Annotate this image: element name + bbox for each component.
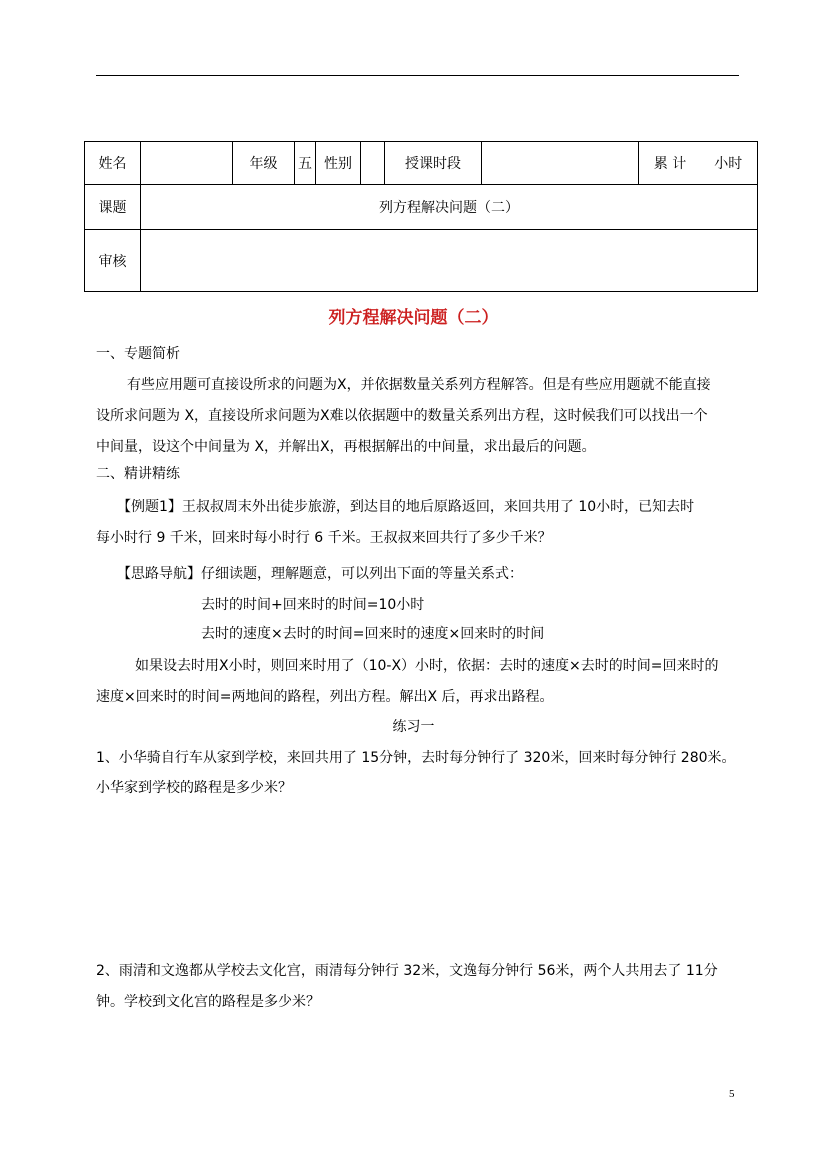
section-1-line-3: 中间量，设这个中间量为 X，并解出X，再根据解出的中间量，求出最后的问题。 — [96, 439, 596, 455]
question-1-line-1: 1、小华骑自行车从家到学校，来回共用了 15分钟，去时每分钟行了 320米，回来时每分钟行 280米。 — [96, 750, 736, 766]
lesson-info-table — [84, 141, 758, 292]
hours-label: 小时 — [714, 156, 743, 172]
example-1-line-1: 【例题1】王叔叔周末外出徒步旅游，到达目的地后原路返回，来回共用了 10小时，已知去时 — [117, 499, 695, 515]
equation-1: 去时的时间+回来时的时间=10小时 — [201, 597, 425, 613]
session-label: 授课时段 — [385, 142, 482, 185]
page-number: 5 — [729, 1088, 735, 1100]
question-1-line-2: 小华家到学校的路程是多少米？ — [96, 780, 292, 796]
document-title: 列方程解决问题（二） — [328, 308, 499, 328]
topic-value: 列方程解决问题（二） — [141, 185, 758, 230]
explanation-line-1: 如果设去时用X小时，则回来时用了（10-X）小时，依据：去时的速度×去时的时间=回来时的 — [135, 658, 719, 674]
table-row — [85, 142, 758, 185]
explanation-line-2: 速度×回来时的时间=两地间的路程，列出方程。解出X 后，再求出路程。 — [96, 689, 554, 705]
equation-2: 去时的速度×去时的时间=回来时的速度×回来时的时间 — [201, 626, 545, 642]
session-value — [482, 142, 639, 185]
example-1-line-2: 每小时行 9 千米，回来时每小时行 6 千米。王叔叔来回共行了多少千米？ — [96, 530, 552, 546]
section-1-line-1: 有些应用题可直接设所求的问题为X，并依据数量关系列方程解答。但是有些应用题就不能直接 — [127, 377, 711, 393]
review-value — [141, 230, 758, 292]
table-row — [85, 230, 758, 292]
grade-value: 五 — [295, 142, 316, 185]
grade-label: 年级 — [233, 142, 295, 185]
section-1-line-2: 设所求问题为 X，直接设所求问题为X难以依据题中的数量关系列出方程，这时候我们可以找出一个 — [96, 408, 708, 424]
section-2-heading: 二、精讲精练 — [96, 466, 180, 482]
name-value — [141, 142, 233, 185]
practice-heading: 练习一 — [392, 719, 435, 735]
question-2-line-2: 钟。学校到文化宫的路程是多少米？ — [96, 994, 320, 1010]
section-1-heading: 一、专题简析 — [96, 346, 180, 362]
review-label: 审核 — [85, 230, 141, 292]
guide-line: 【思路导航】仔细读题，理解题意，可以列出下面的等量关系式： — [117, 566, 523, 582]
header-rule — [96, 75, 739, 76]
topic-label: 课题 — [85, 185, 141, 230]
cumulative-label: 累 计 — [653, 156, 687, 172]
table-row — [85, 185, 758, 230]
gender-value — [361, 142, 385, 185]
cumulative-hours-cell — [639, 142, 758, 185]
question-2-line-1: 2、雨清和文逸都从学校去文化宫，雨清每分钟行 32米，文逸每分钟行 56米，两个人共用去了 11分 — [96, 963, 718, 979]
name-label: 姓名 — [85, 142, 141, 185]
gender-label: 性别 — [316, 142, 361, 185]
